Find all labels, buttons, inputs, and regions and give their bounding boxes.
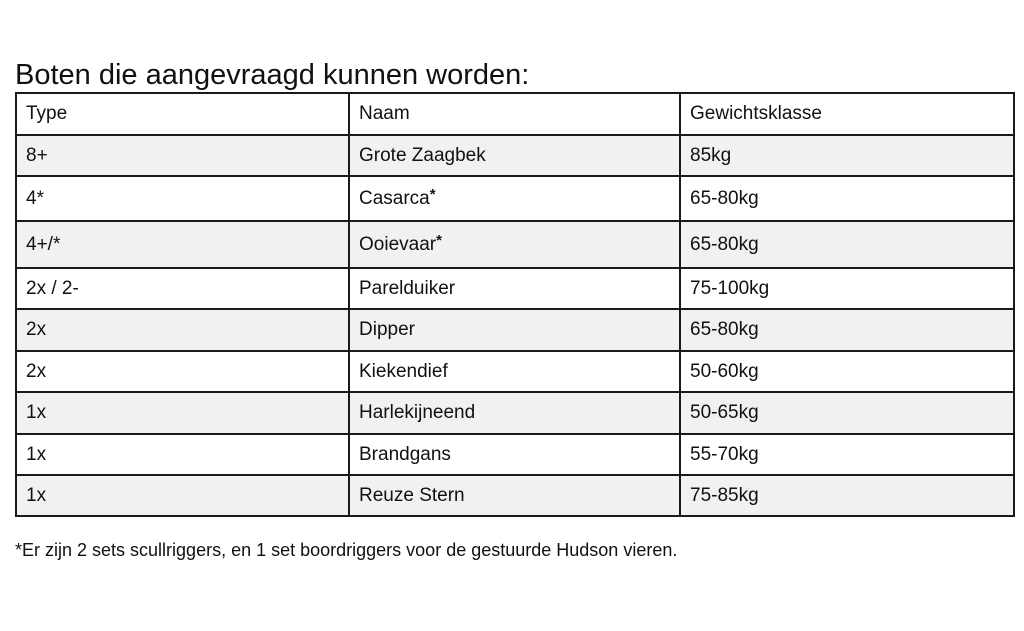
footnote-mark: * [436, 231, 442, 249]
cell-name [349, 135, 680, 176]
cell-type: 4+/* [16, 221, 349, 268]
boat-name: Casarca [359, 187, 430, 209]
boat-name: Grote Zaagbek [359, 144, 486, 166]
cell-name [349, 351, 680, 392]
cell-weight: 75-85kg [680, 475, 1014, 516]
table-row [16, 351, 1014, 392]
boat-name: Ooievaar [359, 233, 437, 255]
footnote-mark: * [429, 185, 436, 203]
header-type: Type [16, 93, 349, 135]
table-row [16, 392, 1014, 434]
cell-type: 2x [16, 351, 349, 392]
cell-name [349, 176, 680, 221]
table-header-row [16, 93, 1014, 135]
cell-weight: 85kg [680, 135, 1014, 176]
footnote: *Er zijn 2 sets scullriggers, en 1 set boordriggers voor de gestuurde Hudson vieren. [15, 540, 678, 560]
cell-name [349, 309, 680, 351]
cell-weight: 75-100kg [680, 268, 1014, 309]
cell-name [349, 392, 680, 434]
cell-type: 4* [16, 176, 349, 221]
cell-weight: 50-60kg [680, 351, 1014, 392]
cell-type: 8+ [16, 135, 349, 176]
header-name: Naam [349, 93, 680, 135]
cell-name [349, 268, 680, 309]
boat-name: Parelduiker [359, 277, 456, 299]
cell-name [349, 475, 680, 516]
cell-type: 1x [16, 475, 349, 516]
cell-weight: 50-65kg [680, 392, 1014, 434]
table-row [16, 309, 1014, 351]
boat-name: Brandgans [359, 443, 451, 465]
cell-weight: 65-80kg [680, 176, 1014, 221]
cell-type: 2x / 2- [16, 268, 349, 309]
header-weight-class: Gewichtsklasse [680, 93, 1014, 135]
cell-name [349, 434, 680, 475]
boat-name: Kiekendief [359, 360, 448, 382]
table-row [16, 475, 1014, 516]
boats-table [15, 92, 1015, 517]
cell-type: 2x [16, 309, 349, 351]
table-row [16, 176, 1014, 221]
page-title: Boten die aangevraagd kunnen worden: [15, 59, 530, 91]
boat-name: Dipper [359, 319, 415, 340]
table-row [16, 268, 1014, 309]
cell-name [349, 221, 680, 268]
cell-type: 1x [16, 392, 349, 434]
boat-name: Reuze Stern [359, 484, 465, 506]
table-row [16, 434, 1014, 475]
cell-weight: 55-70kg [680, 434, 1014, 475]
table-row [16, 135, 1014, 176]
cell-type: 1x [16, 434, 349, 475]
cell-weight: 65-80kg [680, 221, 1014, 268]
table-row [16, 221, 1014, 268]
boat-name: Harlekijneend [359, 402, 476, 423]
cell-weight: 65-80kg [680, 309, 1014, 351]
